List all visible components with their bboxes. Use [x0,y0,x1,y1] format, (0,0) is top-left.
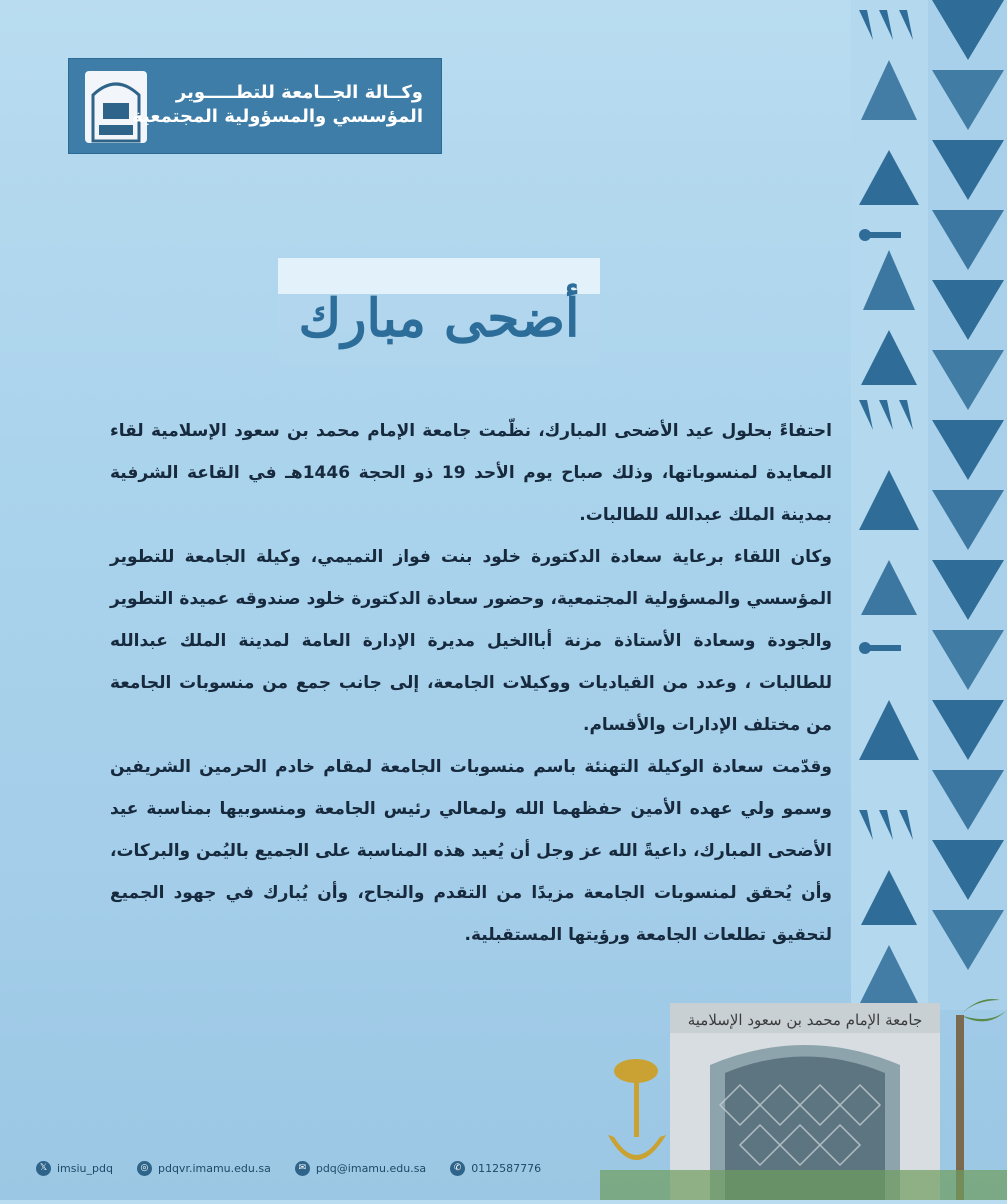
palm-tree-icon [956,999,1007,1200]
decorative-pattern-right [928,0,1007,1010]
agency-name-line2: المؤسسي والمسؤولية المجتمعية [132,106,423,127]
title-text: أضحى مبارك [298,288,580,349]
calligraphy-title [278,258,600,366]
phone-icon: ✆ [450,1161,465,1176]
paragraph-3: وقدّمت سعادة الوكيلة التهنئة باسم منسوبات الجامعة لمقام خادم الحرمين الشريفين وسمو ولي عهده الأمين حفظهما الله ولمعالي رئيس الجامعة ومنسوبيها بمناسبة عيد الأضحى المبارك، داعيةً الله عز وجل أن يُعيد هذه المناسبة على الجميع باليُمن والبركات، وأن يُحقق لمنسوبات الجامعة مزيدًا من التقدم والنجاح، وأن يُبارك في جهود الجميع لتحقيق تطلعات الجامعة ورؤيتها المستقبلية. [110,757,832,945]
x-twitter-icon: 𝕏 [36,1161,51,1176]
phone-contact[interactable] [450,1161,541,1176]
website-url: pdqvr.imamu.edu.sa [157,1161,271,1175]
paragraph-2: وكان اللقاء برعاية سعادة الدكتورة خلود بنت فواز التميمي، وكيلة الجامعة للتطوير المؤسسي والمسؤولية المجتمعية، وحضور سعادة الدكتورة خلود صندوقه عميدة التطوير والجودة وسعادة الأستاذة مزنة أباالخيل مديرة الإدارة العامة لمدينة الملك عبدالله للطالبات ، وعدد من القياديات ووكيلات الجامعة، إلى جانب جمع من منسوبات الجامعة من مختلف الإدارات والأقسام. [110,547,832,735]
sadu-pattern-right [928,0,1007,1010]
saudi-emblem-icon [608,1059,666,1160]
agency-logo-box [68,58,442,154]
eid-title-banner [278,258,600,366]
agency-name [132,81,423,129]
phone-number: 0112587776 [471,1161,542,1175]
agency-name-line1: وكــالة الجــامعة للتطـــــوير [175,82,423,103]
twitter-handle: imsiu_pdq [57,1161,113,1175]
announcement-body [110,410,832,956]
university-gate-image [600,985,1007,1200]
mail-icon: ✉ [295,1161,310,1176]
sadu-pattern-left [851,0,928,1010]
email-contact[interactable] [295,1161,426,1176]
globe-icon: ◎ [137,1161,152,1176]
paragraph-1: احتفاءً بحلول عيد الأضحى المبارك، نظّمت جامعة الإمام محمد بن سعود الإسلامية لقاء المعايدة لمنسوباتها، وذلك صباح يوم الأحد 19 ذو الحجة 1446هـ في القاعة الشرفية بمدينة الملك عبدالله للطالبات. [110,421,832,525]
twitter-contact[interactable] [36,1161,113,1176]
gate-sign: جامعة الإمام محمد بن سعود الإسلامية [687,1011,923,1029]
website-contact[interactable] [137,1161,271,1176]
footer-contacts [36,1157,541,1179]
email-address: pdq@imamu.edu.sa [315,1161,427,1175]
